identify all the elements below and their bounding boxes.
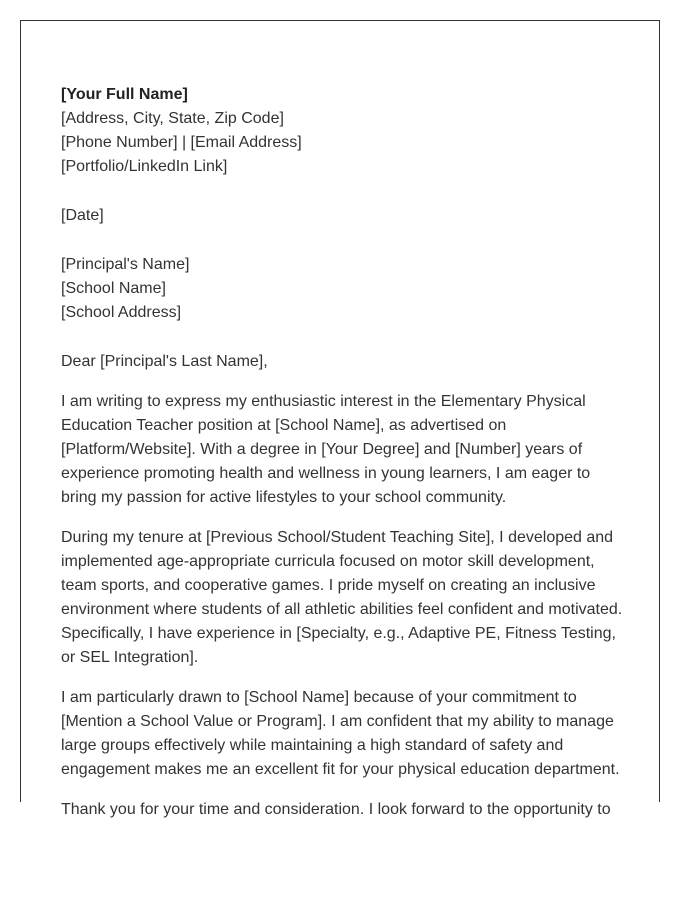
sender-block [61,83,626,179]
recipient-block [61,253,626,325]
spacer [61,228,626,253]
body-paragraph: I am particularly drawn to [School Name] because of your commitment to [Mention a School Value or Program]. I am confident that my ability to manage large groups effectively while maintaining a high standard of safety and engagement makes me an excellent fit for your physical education department. [61,689,620,778]
sender-contact: [Phone Number] | [Email Address] [61,134,302,151]
sender-name: [Your Full Name] [61,86,188,103]
sender-address: [Address, City, State, Zip Code] [61,110,284,127]
salutation: Dear [Principal's Last Name], [61,353,268,370]
letter-page [20,20,660,818]
recipient-school: [School Name] [61,280,166,297]
body-paragraph-cutoff: Thank you for your time and consideration. I look forward to the opportunity to [61,801,611,818]
spacer [61,325,626,350]
letter-date: [Date] [61,207,104,224]
recipient-address: [School Address] [61,304,182,321]
sender-portfolio: [Portfolio/LinkedIn Link] [61,158,228,175]
spacer [61,179,626,204]
letter-content [61,83,626,838]
body-paragraph: I am writing to express my enthusiastic interest in the Elementary Physical Education Teacher position at [School Name], as advertised on [Platform/Website]. With a degree in [Your Degree] and [Number] years of experience promoting health and wellness in young learners, I am eager to bring my passion for active lifestyles to your school community. [61,393,591,506]
body-paragraph: During my tenure at [Previous School/Student Teaching Site], I developed and implemented age-appropriate curricula focused on motor skill development, team sports, and cooperative games. I pride myself on creating an inclusive environment where students of all athletic abilities feel confident and motivated. Specifically, I have experience in [Specialty, e.g., Adaptive PE, Fitness Testing, or SEL Integration]. [61,529,623,666]
recipient-name: [Principal's Name] [61,256,190,273]
